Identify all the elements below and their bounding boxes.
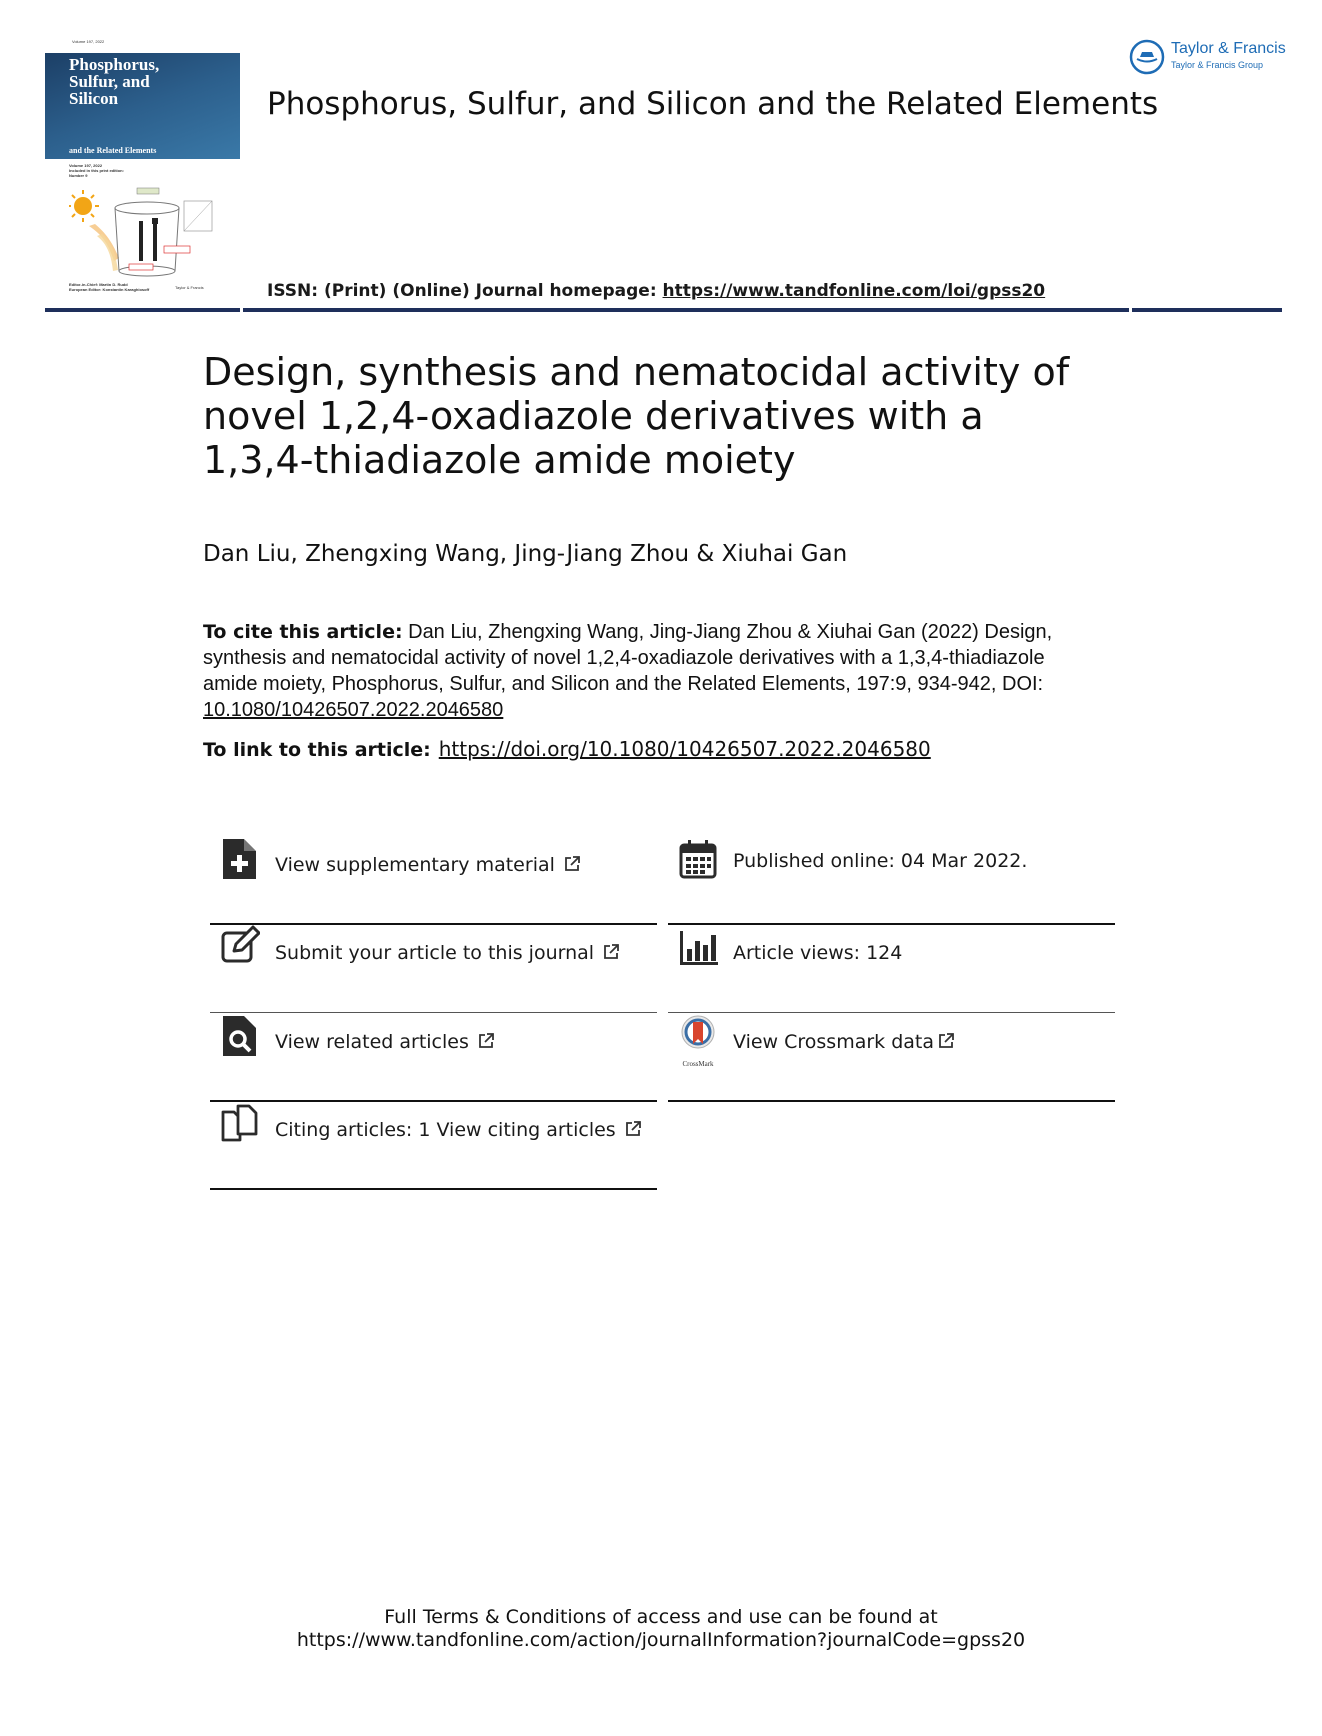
document-search-icon xyxy=(220,1014,260,1058)
publisher-emblem-icon xyxy=(1128,38,1166,76)
calendar-icon xyxy=(678,837,718,881)
crossmark-icon xyxy=(678,1014,718,1058)
supplementary-label: View supplementary material xyxy=(275,854,555,876)
header-divider xyxy=(45,308,1282,312)
divider xyxy=(210,1012,657,1013)
submit-article-link[interactable] xyxy=(210,925,657,1013)
cover-editors: Editor-in-Chief: Martin D. Rudd European Editor: Konstantin Karaghiosoff xyxy=(69,282,150,292)
published-label: Published online: 04 Mar 2022. xyxy=(733,850,1028,872)
citing-label: Citing articles: 1 View citing articles xyxy=(275,1119,616,1141)
sun-icon xyxy=(69,190,99,222)
cover-publisher-logo: Taylor & Francis xyxy=(175,285,204,290)
article-authors: Dan Liu, Zhengxing Wang, Jing-Jiang Zhou & Xiuhai Gan xyxy=(203,541,848,567)
taylor-francis-logo[interactable] xyxy=(1128,38,1288,78)
article-doi-link[interactable]: https://doi.org/10.1080/10426507.2022.2046580 xyxy=(438,737,931,761)
cite-text: Dan Liu, Zhengxing Wang, Jing-Jiang Zhou & Xiuhai Gan (2022) Design, synthesis and nematocidal activity of novel 1,2,4-oxadiazole derivatives with a 1,3,4-thiadiazole amide moiety, Phosphorus, Sulfur, and Silicon and the Related Elements, 197:9, 934-942, DOI: xyxy=(203,621,1053,695)
journal-title: Phosphorus, Sulfur, and Silicon and the Related Elements xyxy=(267,86,1159,122)
issn-label: ISSN: (Print) (Online) Journal homepage: xyxy=(267,281,663,301)
cover-subtitle: and the Related Elements xyxy=(69,146,157,155)
file-plus-icon xyxy=(220,837,260,881)
publisher-brand: Taylor & Francis xyxy=(1171,40,1286,57)
citation-block xyxy=(203,619,1103,723)
cover-volume-label: Volume 197, 2022 xyxy=(72,39,105,44)
citing-articles-link[interactable] xyxy=(210,1102,657,1190)
link-label: To link to this article: xyxy=(203,739,431,761)
external-link-icon xyxy=(477,1032,495,1050)
external-link-icon xyxy=(563,855,581,873)
edit-icon xyxy=(220,925,260,969)
submit-label: Submit your article to this journal xyxy=(275,942,595,964)
journal-homepage-link[interactable]: https://www.tandfonline.com/loi/gpss20 xyxy=(662,281,1046,301)
related-articles-link[interactable] xyxy=(210,1014,657,1102)
issn-homepage-line xyxy=(267,281,1045,301)
article-link-block xyxy=(203,737,931,761)
cite-label: To cite this article: xyxy=(203,621,403,643)
divider xyxy=(210,1188,657,1190)
cover-issue-info: Volume 197, 2022 Included in this print edition: Number 9 xyxy=(69,163,124,178)
cover-illustration xyxy=(69,186,219,281)
divider xyxy=(668,1012,1115,1013)
cover-title: Phosphorus, Sulfur, and Silicon xyxy=(69,55,160,108)
external-link-icon xyxy=(602,943,620,961)
published-online-info xyxy=(668,837,1115,925)
cover-title-band xyxy=(45,53,240,159)
external-link-icon xyxy=(624,1120,642,1138)
bar-chart-icon xyxy=(678,925,718,969)
publisher-group: Taylor & Francis Group xyxy=(1171,60,1264,70)
footer-terms-url[interactable]: https://www.tandfonline.com/action/journalInformation?journalCode=gpss20 xyxy=(296,1629,1026,1651)
article-views-info xyxy=(668,925,1115,1013)
crossmark-label: View Crossmark data xyxy=(733,1031,935,1053)
crossmark-caption: CrossMark xyxy=(682,1060,714,1068)
article-title: Design, synthesis and nematocidal activity of novel 1,2,4-oxadiazole derivatives with a 1,3,4-thiadiazole amide moiety xyxy=(203,350,1070,482)
copy-documents-icon xyxy=(220,1102,260,1146)
journal-cover-thumbnail xyxy=(45,36,240,302)
views-label: Article views: 124 xyxy=(733,942,903,964)
footer-terms-line: Full Terms & Conditions of access and use can be found at xyxy=(384,1606,938,1628)
external-link-icon xyxy=(937,1032,955,1050)
supplementary-material-link[interactable] xyxy=(210,837,657,925)
related-label: View related articles xyxy=(275,1031,469,1053)
crossmark-link[interactable] xyxy=(668,1014,1115,1102)
divider xyxy=(668,1100,1115,1102)
terms-footer xyxy=(0,1606,1322,1652)
cite-doi-link[interactable]: 10.1080/10426507.2022.2046580 xyxy=(203,699,504,721)
